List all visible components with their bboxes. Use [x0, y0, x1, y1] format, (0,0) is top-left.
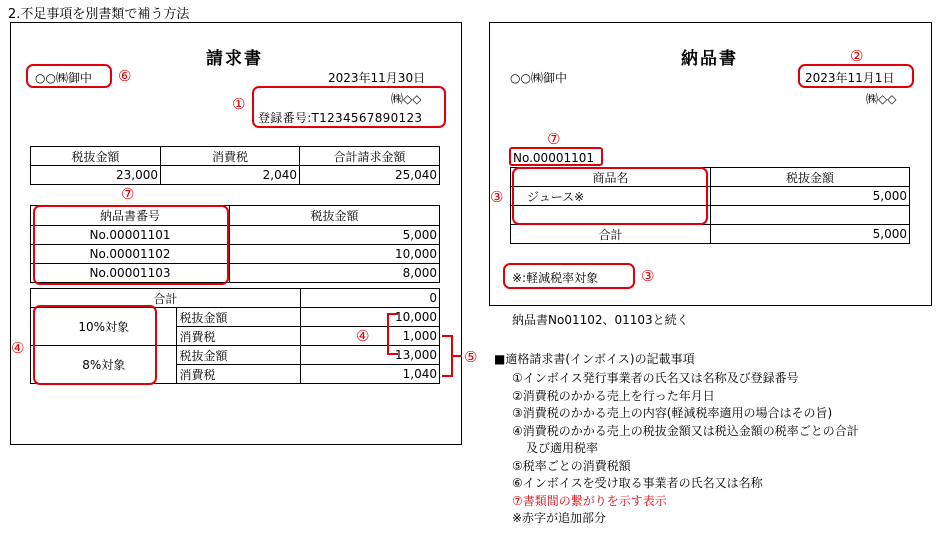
tax-row-label: 税抜金額 [177, 346, 300, 365]
invoice-issuer: ㈱◇◇ [391, 92, 422, 106]
marker-3-note: ③ [641, 267, 655, 285]
delivery-header: 商品名 [511, 168, 711, 187]
delivery-number: No.00001103 [31, 264, 230, 283]
invoice-title: 請求書 [206, 49, 263, 69]
list-item: ③消費税のかかる売上の内容(軽減税率適用の場合はその旨) [512, 406, 833, 420]
marker-5: ⑤ [464, 348, 478, 366]
delivery-number: No.00001101 [31, 226, 230, 245]
total-value: 0 [300, 289, 439, 308]
summary-header: 税抜金額 [31, 147, 161, 166]
marker-4-right: ④ [356, 327, 370, 345]
list-item: ①インボイス発行事業者の氏名又は名称及び登録番号 [512, 371, 799, 385]
bracket-annotations [370, 300, 470, 390]
marker-box-4 [33, 305, 157, 385]
summary-value: 23,000 [31, 166, 161, 185]
delivery-amount: 5,000 [230, 226, 440, 245]
summary-value: 25,040 [300, 166, 440, 185]
tax-row-value: 10,000 [300, 308, 439, 327]
invoice-recipient: ○○㈱御中 [35, 71, 92, 85]
rate10-label: 10%対象 [31, 308, 177, 346]
delivery-header: 税抜金額 [711, 168, 910, 187]
tax-row-label: 税抜金額 [177, 308, 300, 327]
summary-header: 合計請求金額 [300, 147, 440, 166]
delivery-total-value: 5,000 [711, 225, 910, 244]
marker-1: ① [232, 95, 246, 113]
page-heading: 2.不足事項を別書類で補う方法 [8, 7, 190, 22]
list-item: ②消費税のかかる売上を行った年月日 [512, 388, 715, 403]
delivery-total-label: 合計 [511, 225, 711, 244]
tax-row-value: 1,040 [300, 365, 439, 384]
requirements-list [512, 369, 859, 527]
list-item: 及び適用税率 [526, 441, 599, 455]
tax-row-label: 消費税 [177, 327, 300, 346]
bracket-5 [442, 336, 452, 376]
invoice-registration: 登録番号:T1234567890123 [258, 111, 423, 125]
item-name: ジュース※ [511, 187, 711, 206]
delivery-number: No.00001102 [31, 245, 230, 264]
list-item: ⑥インボイスを受け取る事業者の氏名又は名称 [512, 476, 763, 490]
marker-4-left: ④ [11, 339, 25, 357]
marker-box-7-invoice [33, 205, 229, 285]
marker-box-1 [252, 86, 446, 128]
marker-7-delivery: ⑦ [547, 130, 561, 148]
total-label: 合計 [31, 289, 301, 308]
tax-row-value: 13,000 [300, 346, 439, 365]
reduced-rate-note: ※:軽減税率対象 [512, 271, 599, 285]
list-item-added: ⑦書類間の繋がりを示す表示 [512, 493, 667, 508]
marker-3-table: ③ [490, 188, 504, 206]
marker-box-3-note [503, 263, 635, 289]
deliveries-header: 税抜金額 [230, 206, 440, 226]
marker-7-invoice: ⑦ [121, 185, 135, 203]
deliveries-header: 納品書番号 [31, 206, 230, 226]
invoice-summary-table [30, 146, 440, 185]
marker-box-3-table [512, 167, 708, 225]
delivery-amount: 10,000 [230, 245, 440, 264]
bracket-4 [388, 314, 398, 354]
requirements-title: ■適格請求書(インボイス)の記載事項 [494, 352, 695, 366]
marker-box-6 [26, 64, 112, 88]
tax-row-label: 消費税 [177, 365, 300, 384]
item-amount: 5,000 [711, 187, 910, 206]
delivery-number: No.00001101 [513, 151, 594, 165]
marker-6: ⑥ [118, 67, 132, 85]
summary-value: 2,040 [161, 166, 300, 185]
invoice-date: 2023年11月30日 [328, 71, 426, 85]
delivery-title: 納品書 [681, 49, 738, 69]
continuation-note: 納品書No01102、01103と続く [512, 313, 689, 327]
list-item: ④消費税のかかる売上の税抜金額又は税込金額の税率ごとの合計 [512, 423, 859, 438]
delivery-issuer: ㈱◇◇ [866, 92, 897, 106]
footnote: ※赤字が追加部分 [512, 511, 607, 525]
marker-2: ② [850, 47, 864, 65]
item-amount [711, 206, 910, 225]
list-item: ⑤税率ごとの消費税額 [512, 458, 631, 473]
delivery-amount: 8,000 [230, 264, 440, 283]
marker-box-7-delivery [509, 147, 603, 166]
delivery-date: 2023年11月1日 [805, 71, 895, 85]
marker-box-2 [798, 64, 914, 88]
rate8-label: 8%対象 [31, 346, 177, 384]
delivery-recipient: ○○㈱御中 [510, 71, 567, 85]
summary-header: 消費税 [161, 147, 300, 166]
tax-row-value: 1,000 [300, 327, 439, 346]
